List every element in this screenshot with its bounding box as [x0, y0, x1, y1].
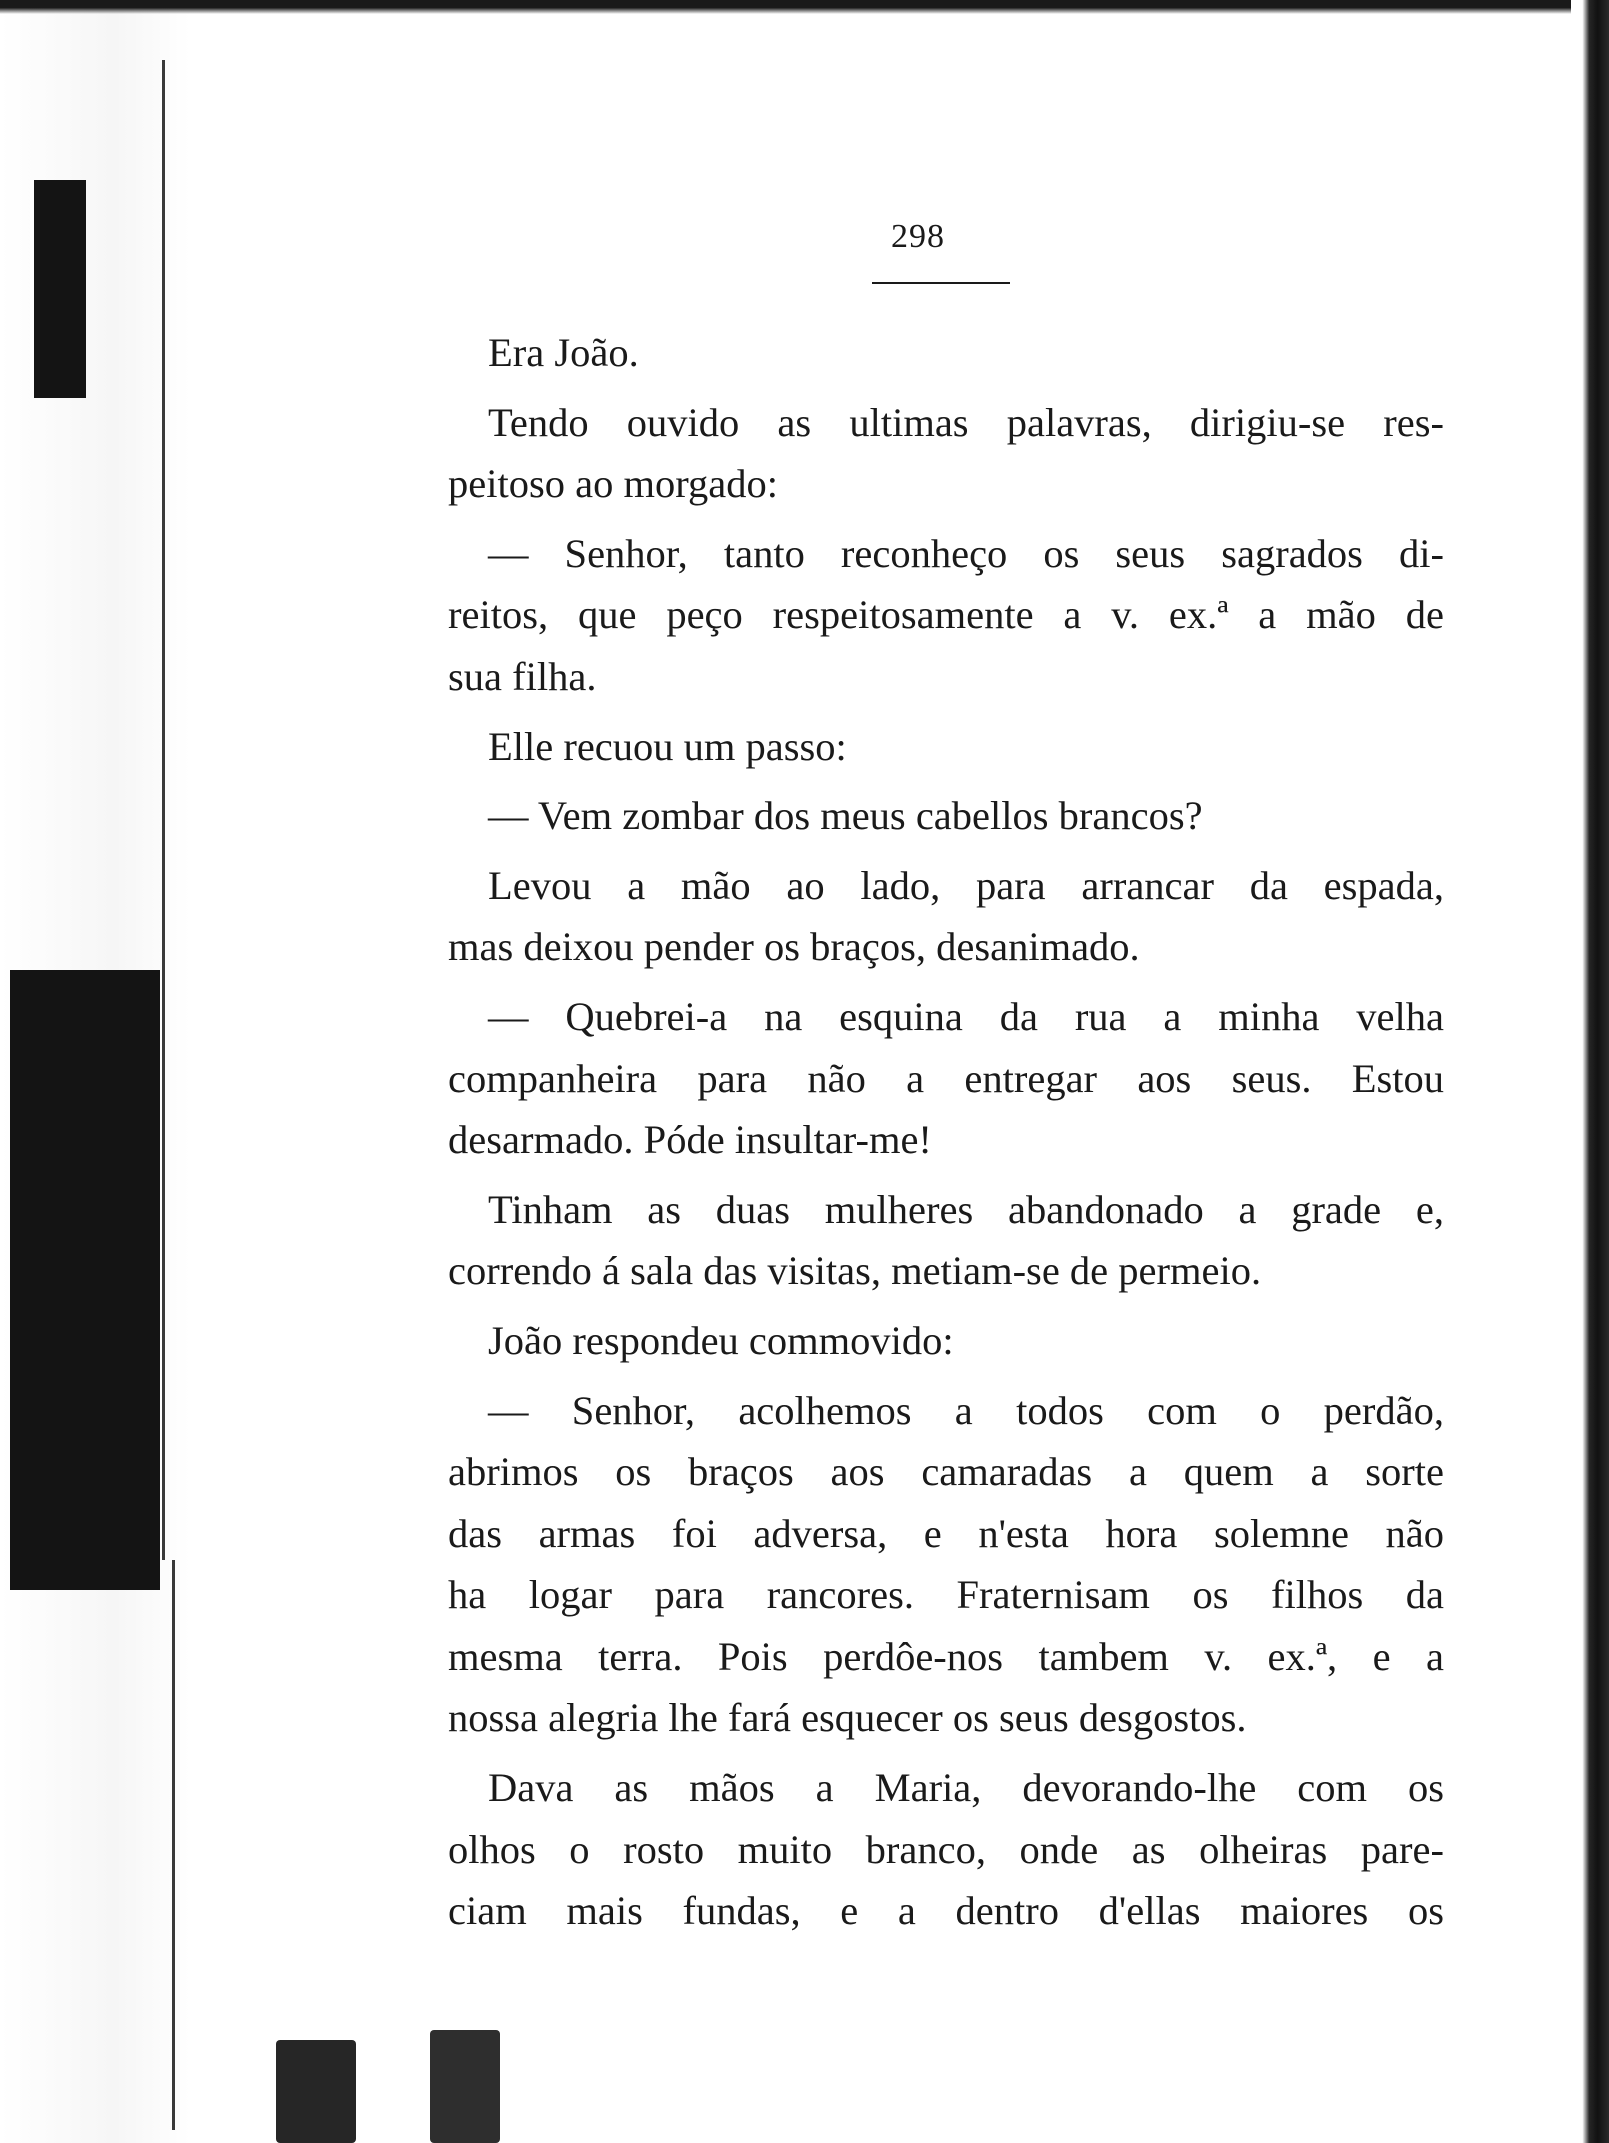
- text-line: — Vem zombar dos meus cabellos brancos?: [488, 793, 1203, 839]
- text-line: olhos o rosto muito branco, onde as olheiras pare-: [448, 1826, 1444, 1872]
- scan-left-vertical-line-1: [162, 60, 165, 1560]
- text-line: abrimos os braços aos camaradas a quem a sorte: [448, 1449, 1444, 1495]
- text-line: — Senhor, tanto reconheço os seus sagrados di-: [488, 530, 1444, 576]
- body-text: [448, 322, 1444, 1942]
- text-line: — Senhor, acolhemos a todos com o perdão,: [488, 1387, 1444, 1433]
- text-line: João respondeu commovido:: [488, 1317, 954, 1363]
- text-line: sua filha.: [448, 653, 597, 699]
- text-line: Dava as mãos a Maria, devorando-lhe com os: [488, 1765, 1444, 1811]
- text-line: companheira para não a entregar aos seus. Estou: [448, 1055, 1444, 1101]
- text-line: mas deixou pender os braços, desanimado.: [448, 924, 1140, 970]
- scan-bottom-smudge-2: [430, 2030, 500, 2143]
- text-line: Levou a mão ao lado, para arrancar da espada,: [488, 862, 1444, 908]
- scan-right-edge: [1571, 0, 1609, 2143]
- text-line: ciam mais fundas, e a dentro d'ellas maiores os: [448, 1888, 1444, 1934]
- text-line: ha logar para rancores. Fraternisam os filhos da: [448, 1572, 1444, 1618]
- header-rule: [872, 282, 1010, 284]
- scan-left-dark-block-1: [34, 180, 86, 398]
- text-line: nossa alegria lhe fará esquecer os seus desgostos.: [448, 1695, 1247, 1741]
- text-line: — Quebrei-a na esquina da rua a minha velha: [488, 993, 1444, 1039]
- text-line: Elle recuou um passo:: [488, 723, 847, 769]
- text-line: Era João.: [488, 330, 639, 375]
- text-line: Tendo ouvido as ultimas palavras, dirigiu-se res-: [488, 399, 1444, 445]
- scan-top-edge: [0, 0, 1609, 14]
- text-line: reitos, que peço respeitosamente a v. ex.ª a mão de: [448, 592, 1444, 638]
- page-number: 298: [891, 218, 945, 255]
- text-line: desarmado. Póde insultar-me!: [448, 1117, 932, 1163]
- scan-left-dark-block-2: [10, 970, 160, 1590]
- text-line: peitoso ao morgado:: [448, 461, 778, 507]
- scan-left-vertical-line-2: [172, 1560, 175, 2130]
- text-line: das armas foi adversa, e n'esta hora solemne não: [448, 1510, 1444, 1556]
- text-line: correndo á sala das visitas, metiam-se de permeio.: [448, 1248, 1262, 1294]
- text-line: mesma terra. Pois perdôe-nos tambem v. ex.ª, e a: [448, 1633, 1444, 1679]
- scan-bottom-smudge-1: [276, 2040, 356, 2143]
- text-line: Tinham as duas mulheres abandonado a grade e,: [488, 1186, 1444, 1232]
